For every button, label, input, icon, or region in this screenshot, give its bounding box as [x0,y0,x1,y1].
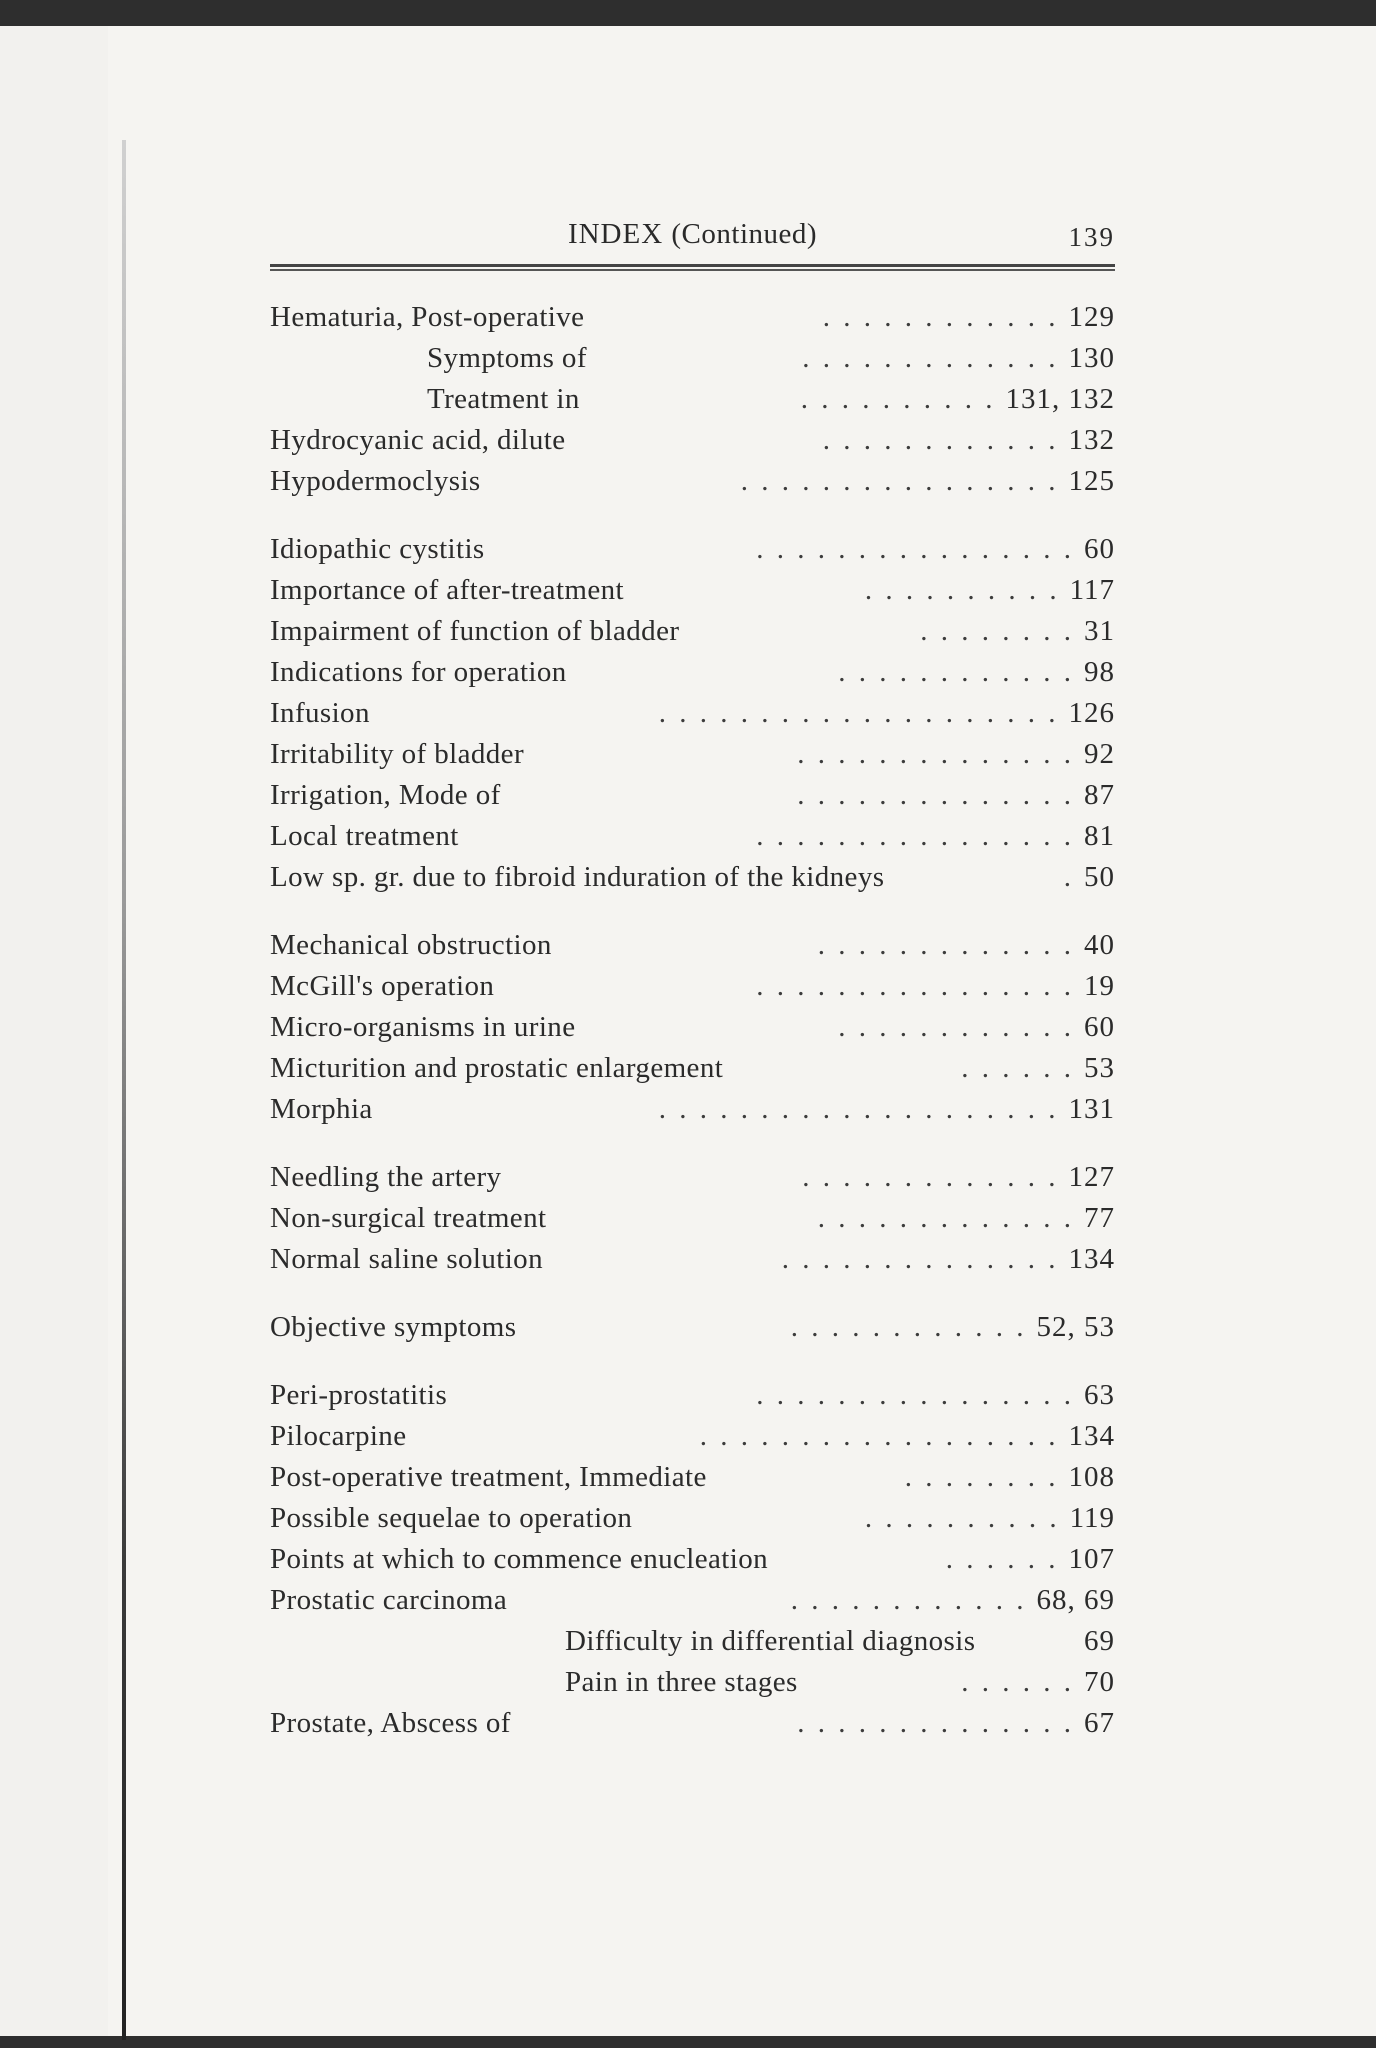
entry-page-number: 126 [1068,697,1115,729]
index-entry [270,1375,1115,1415]
entry-page-number: 60 [1084,1011,1115,1043]
entry-term: Hydrocyanic acid, dilute [270,424,566,456]
entry-term: Pilocarpine [270,1420,407,1452]
dot-leader: . . . . . . . . . . . . . . . . . . . . [658,697,1059,729]
index-entry [270,1457,1115,1497]
entry-term: Idiopathic cystitis [270,533,485,565]
entry-page-number: 63 [1084,1379,1115,1411]
entry-page-number: 132 [1068,424,1115,456]
index-entry [270,693,1115,733]
index-entry [270,1089,1115,1129]
index-entry [270,1157,1115,1197]
dot-leader: . . . . . . [961,1052,1074,1084]
entry-page-number: 92 [1084,738,1115,770]
header-title [270,218,1115,251]
dot-leader: . . . . . . . . . . . . . . . . . . . . [658,1093,1059,1125]
dot-leader: . . . . . . . . . . . . . . [781,1243,1059,1275]
dot-leader: . . . . . . . . . . . . [822,301,1059,333]
index-entry [270,1621,1115,1661]
entry-page-number: 69 [1084,1625,1115,1657]
dot-leader: . . . . . . . . . . . . [790,1584,1027,1616]
entry-term: Post-operative treatment, Immediate [270,1461,707,1493]
entry-term: Low sp. gr. due to fibroid induration of the kidneys [270,861,885,893]
entry-page-number: 60 [1084,533,1115,565]
dot-leader: . . . . . . . . . . . . . . . . [756,820,1074,852]
index-entry [270,1198,1115,1238]
dot-leader: . . . . . . [961,1666,1074,1698]
entry-page-number: 40 [1084,929,1115,961]
entry-term: Prostate, Abscess of [270,1707,511,1739]
continued-label: (Continued) [671,218,818,250]
entry-page-number: 134 [1068,1420,1115,1452]
index-entry [270,570,1115,610]
index-entry [270,1307,1115,1347]
entry-page-number: 131 [1068,1093,1115,1125]
entry-page-number: 68, 69 [1036,1584,1115,1616]
index-entry [270,1662,1115,1702]
entry-term: Local treatment [270,820,459,852]
entry-page-number: 127 [1068,1161,1115,1193]
entry-page-number: 130 [1068,342,1115,374]
entry-term: Importance of after-treatment [270,574,624,606]
dot-leader: . . . . . . . . . . . . . . . . [756,970,1074,1002]
entry-page-number: 98 [1084,656,1115,688]
entry-page-number: 81 [1084,820,1115,852]
entry-page-number: 125 [1068,465,1115,497]
entry-term: Objective symptoms [270,1311,517,1343]
dot-leader: . . . . . . . . [904,1461,1059,1493]
entry-term: Needling the artery [270,1161,502,1193]
entry-page-number: 117 [1069,574,1115,606]
dot-leader: . . . . . . . . . . . . . . . . [756,1379,1074,1411]
entry-term: Possible sequelae to operation [270,1502,633,1534]
entry-page-number: 87 [1084,779,1115,811]
header-double-rule [270,264,1115,271]
binding-gutter [122,140,126,2040]
entry-term: Indications for operation [270,656,567,688]
dot-leader: . . . . . . . . . . [864,574,1060,606]
dot-leader: . . . . . . . . . . [800,383,996,415]
index-entry [270,1239,1115,1279]
page-number: 139 [1068,222,1115,252]
entry-page-number: 19 [1084,970,1115,1002]
entry-page-number: 67 [1084,1707,1115,1739]
entry-term: Irrigation, Mode of [270,779,501,811]
dot-leader: . . . . . . . . [920,615,1074,647]
dot-leader: . . . . . . . . . . . . [790,1311,1027,1343]
entry-term: Symptoms of [427,342,587,374]
entry-page-number: 70 [1084,1666,1115,1698]
entry-term: Irritability of bladder [270,738,525,770]
entry-page-number: 52, 53 [1036,1311,1115,1343]
entry-term: Hematuria, Post-operative [270,301,585,333]
dot-leader: . . . . . . . . . . . . . . . . . . [699,1420,1059,1452]
dot-leader: . . . . . . . . . . . . . . [797,1707,1074,1739]
entry-term: Prostatic carcinoma [270,1584,508,1616]
entry-term: Difficulty in differential diagnosis [565,1625,976,1657]
index-entry [270,775,1115,815]
entry-term: Peri-prostatitis [270,1379,448,1411]
dot-leader: . . . . . . . . . . . . . . . . [756,533,1074,565]
dot-leader: . . . . . . . . . . . . . [802,342,1059,374]
dot-leader: . . . . . . . . . . . . . . . . [740,465,1059,497]
index-entry [270,925,1115,965]
dot-leader: . . . . . . [945,1543,1059,1575]
dot-leader: . . . . . . . . . . . . [822,424,1059,456]
entry-term: McGill's operation [270,970,495,1002]
index-heading: INDEX [567,218,664,250]
entry-term: Points at which to commence enucleation [270,1543,768,1575]
entry-page-number: 31 [1084,615,1115,647]
dot-leader: . . . . . . . . . . . . [838,656,1074,688]
index-entry [270,611,1115,651]
left-page-margin [0,26,108,2036]
dot-leader: . . . . . . . . . . [864,1502,1060,1534]
entry-page-number: 77 [1084,1202,1115,1234]
index-entry [270,966,1115,1006]
entry-term: Non-surgical treatment [270,1202,547,1234]
index-entry [270,1007,1115,1047]
entry-page-number: 119 [1069,1502,1115,1534]
entry-page-number: 134 [1068,1243,1115,1275]
index-entry [270,529,1115,569]
entry-term: Micro-organisms in urine [270,1011,576,1043]
entry-page-number: 131, 132 [1005,383,1115,415]
index-entry [270,1416,1115,1456]
entry-term: Morphia [270,1093,373,1125]
entry-page-number: 129 [1068,301,1115,333]
index-entry [270,652,1115,692]
running-header [270,218,1115,258]
dot-leader: . [1063,861,1074,893]
entry-term: Mechanical obstruction [270,929,552,961]
index-entry [270,1498,1115,1538]
dot-leader: . . . . . . . . . . . . . . [797,738,1074,770]
index-entry [270,420,1115,460]
index-entry [270,1048,1115,1088]
index-entry [270,297,1115,337]
entry-term: Micturition and prostatic enlargement [270,1052,724,1084]
dot-leader: . . . . . . . . . . . . [838,1011,1074,1043]
entry-term: Infusion [270,697,370,729]
index-entry [270,379,1115,419]
index-entry [270,1703,1115,1743]
index-entry [270,857,1115,897]
entry-page-number: 108 [1068,1461,1115,1493]
dot-leader: . . . . . . . . . . . . . [817,1202,1074,1234]
dot-leader: . . . . . . . . . . . . . [817,929,1074,961]
entry-page-number: 107 [1068,1543,1115,1575]
entry-page-number: 53 [1084,1052,1115,1084]
dot-leader: . . . . . . . . . . . . . [802,1161,1059,1193]
entry-term: Impairment of function of bladder [270,615,680,647]
entry-term: Normal saline solution [270,1243,543,1275]
index-entry [270,1580,1115,1620]
index-entry [270,461,1115,501]
entry-term: Treatment in [427,383,580,415]
entry-term: Hypodermoclysis [270,465,481,497]
dot-leader: . . . . . . . . . . . . . . [797,779,1074,811]
index-entry [270,816,1115,856]
entry-page-number: 50 [1084,861,1115,893]
index-entry [270,734,1115,774]
index-entry [270,1539,1115,1579]
entry-term: Pain in three stages [565,1666,798,1698]
index-entry [270,338,1115,378]
